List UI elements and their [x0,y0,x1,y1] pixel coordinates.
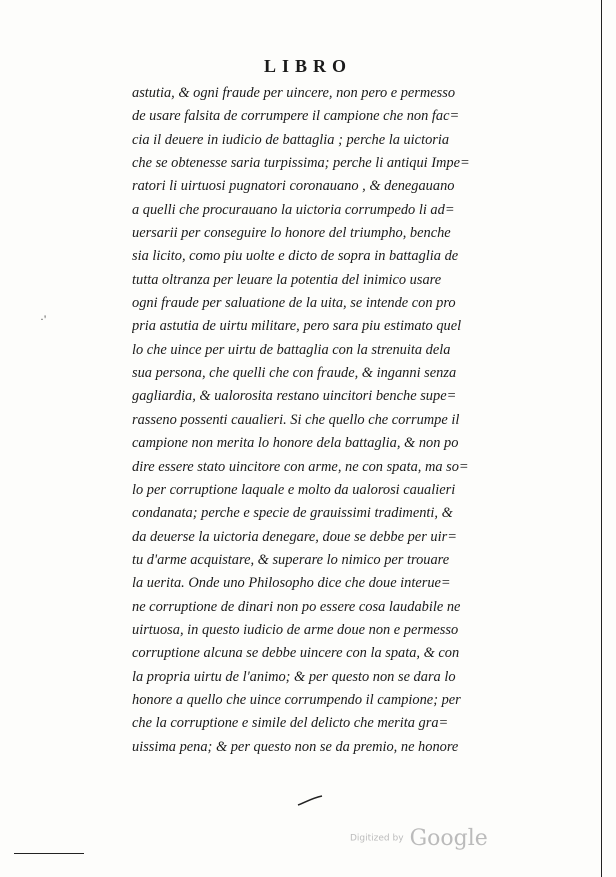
flourish-mark [296,794,324,808]
text-line: gagliardia, & ualorosita restano uincitori benche supe= [132,388,457,405]
text-line: da deuerse la uictoria denegare, doue se debbe per uir= [132,528,457,545]
text-line: condanata; perche e specie de grauissimi tradimenti, & [132,505,453,522]
text-line: uissima pena; & per questo non se da premio, ne honore [132,738,459,755]
margin-mark: ·' [40,312,47,326]
text-line: la uerita. Onde uno Philosopho dice che doue interue= [132,575,451,592]
text-line: astutia, & ogni fraude per uincere, non pero e permesso [132,85,456,101]
text-line: cia il deuere in iudicio de battaglia ; perche la uictoria [132,131,450,148]
text-line: uirtuosa, in questo iudicio de arme doue non e permesso [132,621,459,638]
text-line: che la corruptione e simile del delicto che merita gra= [132,715,449,732]
text-line: lo che uince per uirtu de battaglia con la strenuita dela [132,341,451,358]
text-line: tu d'arme acquistare, & superare lo nimico per trouare [132,551,450,568]
running-head: LIBRO [263,56,353,76]
text-line: corruptione alcuna se debbe uincere con la spata, & con [132,645,460,662]
text-line: a quelli che procurauano la uictoria corrumpedo li ad= [132,201,455,218]
watermark-digitized: Digitized by [350,833,404,844]
watermark-brand: Google [409,826,488,851]
text-line: ogni fraude per saluatione de la uita, se intende con pro [132,295,456,312]
text-line: pria astutia de uirtu militare, pero sara piu estimato quel [132,318,462,335]
text-line: dire essere stato uincitore con arme, ne con spata, ma so= [132,458,469,475]
text-line: honore a quello che uince corrumpendo il campione; per [132,691,461,708]
text-line: de usare falsita de corrumpere il campione che non fac= [132,108,460,125]
text-line: che se obtenesse saria turpissima; perche li antiqui Impe= [132,155,470,172]
bottom-left-rule [14,853,84,854]
text-line: lo per corruptione laquale e molto da ualorosi caualieri [132,481,456,498]
body-text [132,82,532,759]
text-line: la propria uirtu de l'animo; & per questo non se dara lo [132,668,456,685]
text-line: uersarii per conseguire lo honore del triumpho, benche [132,225,451,242]
text-line: ratori li uirtuosi pugnatori coronauano , & denegauano [132,178,455,195]
text-line: campione non merita lo honore dela battaglia, & non po [132,435,459,452]
text-line: rasseno possenti caualieri. Si che quello che corrumpe il [132,411,460,428]
text-line: ne corruptione de dinari non po essere cosa laudabile ne [132,598,461,615]
text-line: sua persona, che quelli che con fraude, & inganni senza [132,365,457,382]
text-line: tutta oltranza per leuare la potentia del inimico usare [132,271,442,288]
google-watermark [350,826,488,851]
text-line: sia licito, como piu uolte e dicto de sopra in battaglia de [132,248,459,265]
right-page-edge [601,0,602,877]
